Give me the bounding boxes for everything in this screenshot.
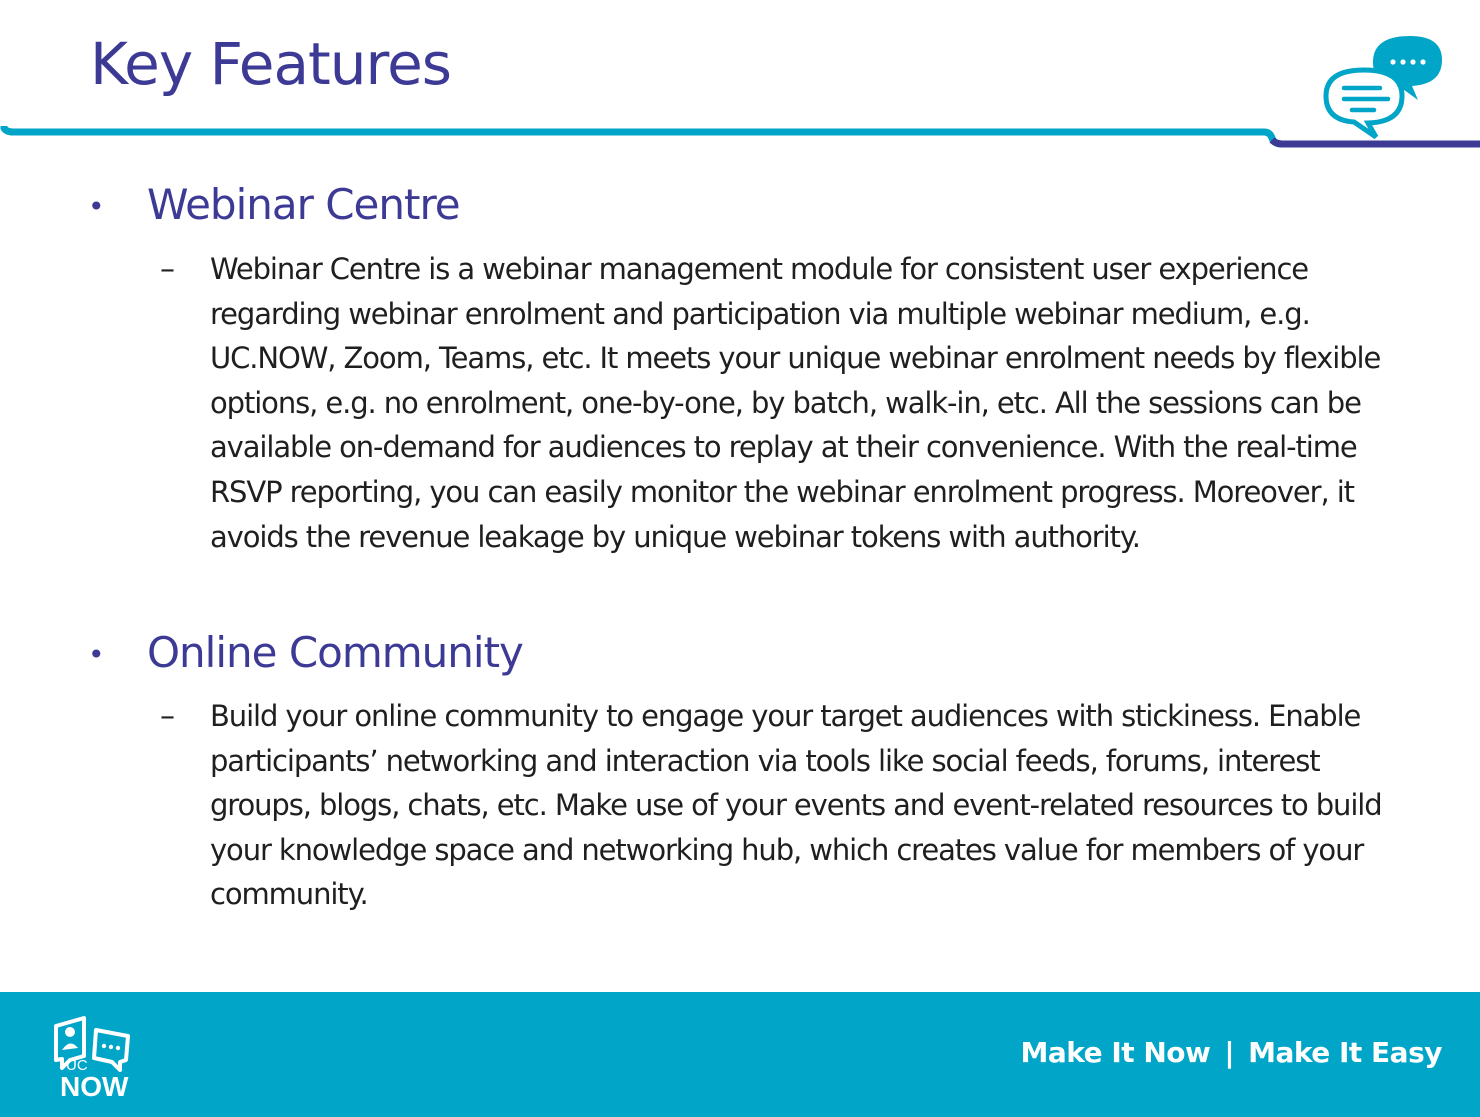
section-heading: Online Community: [147, 628, 523, 677]
svg-text:UC: UC: [66, 1057, 88, 1074]
chat-bubbles-icon: [1318, 30, 1448, 140]
tagline-right: Make It Easy: [1248, 1036, 1442, 1069]
tagline-left: Make It Now: [1020, 1036, 1211, 1069]
bullet-dot-icon: •: [88, 190, 105, 223]
dash-icon: –: [160, 252, 175, 287]
section-body: Webinar Centre is a webinar management module for consistent user experience regarding webinar enrolment and participation via multiple webinar medium, e.g. UC.NOW, Zoom, Teams, etc. It meets your unique webinar enrolment needs by flexible options, e.g. no enrolment, one-by-one, by batch, walk-in, etc. All the sessions can be available on-demand for audiences to replay at their convenience. With the real-time RSVP reporting, you can easily monitor the webinar enrolment progress. Moreover, it avoids the revenue leakage by unique webinar tokens with authority.: [210, 252, 1381, 554]
header-rule: [0, 118, 1480, 148]
footer: [0, 992, 1480, 1117]
tagline: [1020, 1036, 1442, 1069]
bullet-dot-icon: •: [88, 638, 105, 671]
uc-now-logo: [48, 1004, 158, 1104]
section-heading: Webinar Centre: [147, 180, 460, 229]
tagline-separator: |: [1224, 1036, 1235, 1069]
dash-icon: –: [160, 699, 175, 734]
svg-text:NOW: NOW: [60, 1071, 129, 1102]
page-title: Key Features: [90, 30, 451, 98]
section-body: Build your online community to engage your target audiences with stickiness. Enable participants’ networking and interaction via tools like social feeds, forums, interest groups, blogs, chats, etc. Make use of your events and event-related resources to build your knowledge space and networking hub, which creates value for members of your community.: [210, 699, 1382, 912]
